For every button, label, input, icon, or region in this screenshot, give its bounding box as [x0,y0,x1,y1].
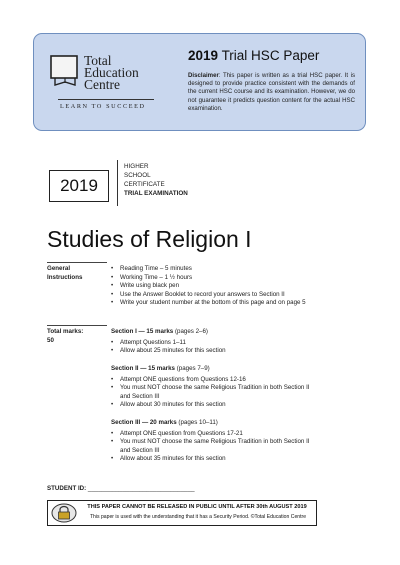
section-1-head: Section I — 15 marks [111,328,174,335]
disclaimer-label: Disclaimer [188,72,219,79]
student-id-label: STUDENT ID: [47,485,87,492]
section-2-heading [111,365,321,374]
student-id-field[interactable]: _______________________________ [87,485,195,492]
list-item: • Write your student number at the bottom of this page and on page 5 [111,299,311,308]
certificate-lines [124,162,188,198]
disclaimer [188,72,355,113]
section-3-pages: (pages 10–11) [176,419,218,426]
section-1 [111,328,321,356]
logo-line-2: Education [84,65,139,80]
student-id-row [47,485,195,494]
general-label-line-1: General [47,265,71,272]
exam-year-box: 2019 [49,170,109,202]
list-item: • Reading Time – 5 minutes [111,265,311,274]
list-item: • Attempt Questions 1–11 [111,339,321,348]
general-instructions-list [111,265,311,308]
logo-divider [58,99,154,100]
disclaimer-text: : This paper is written as a trial HSC paper. It is designed to provide practice consistent with the demands of the current HSC course and its examination. However, we do not guarantee it predicts question content for the actual HSC examination. [188,72,355,112]
total-marks-value: 50 [47,336,54,344]
book-logo-icon [49,53,81,91]
section-2-list [111,376,321,410]
logo-line-1: Total [84,53,112,68]
section-1-list [111,339,321,356]
tagline: LEARN TO SUCCEED [60,103,146,110]
section-1-pages: (pages 2–6) [173,328,208,335]
list-item: • Attempt ONE questions from Questions 12-16 [111,376,321,385]
trial-year: 2019 [188,48,219,63]
cert-divider [117,160,118,206]
total-marks-label [47,328,83,345]
padlock-seal-icon [51,503,77,523]
list-item: • You must NOT choose the same Religious Tradition in both Section II and Section III [111,384,321,401]
logo-line-3: Centre [84,77,120,92]
list-item: • You must NOT choose the same Religious Tradition in both Section II and Section III [111,438,321,455]
list-item: • Attempt ONE question from Questions 17-21 [111,430,321,439]
list-item: • Allow about 35 minutes for this section [111,455,321,464]
logo-wordmark [84,55,139,91]
list-item: • Allow about 25 minutes for this section [111,347,321,356]
section-2-head: Section II — 15 marks [111,365,175,372]
cert-line: HIGHER [124,163,149,170]
general-label-line-2: Instructions [47,273,83,281]
section-3-heading [111,419,321,428]
release-notice: THIS PAPER CANNOT BE RELEASED IN PUBLIC UNTIL AFTER 30th AUGUST 2019 [87,504,307,510]
cert-line: SCHOOL [124,172,151,179]
total-marks-text: Total marks: [47,328,84,335]
security-period-notice: This paper is used with the understanding that it has a Security Period. ©Total Education Centre [89,514,307,520]
section-2 [111,365,321,410]
cert-line: TRIAL EXAMINATION [124,190,188,197]
section-3-list [111,430,321,464]
cert-line: CERTIFICATE [124,181,165,188]
list-item: • Allow about 30 minutes for this section [111,401,321,410]
section-2-pages: (pages 7–9) [174,365,210,372]
section-1-heading [111,328,321,337]
trial-paper-title [188,48,319,63]
section-3-head: Section III — 20 marks [111,419,177,426]
general-label [47,265,82,282]
marks-rule [47,325,107,326]
section-3 [111,419,321,464]
trial-title-text: Trial HSC Paper [221,48,320,63]
list-item: • Use the Answer Booklet to record your answers to Section II [111,291,311,300]
list-item: • Write using black pen [111,282,311,291]
list-item: • Working Time – 1 ½ hours [111,274,311,283]
general-rule [47,262,107,263]
subject-title: Studies of Religion I [47,226,252,252]
